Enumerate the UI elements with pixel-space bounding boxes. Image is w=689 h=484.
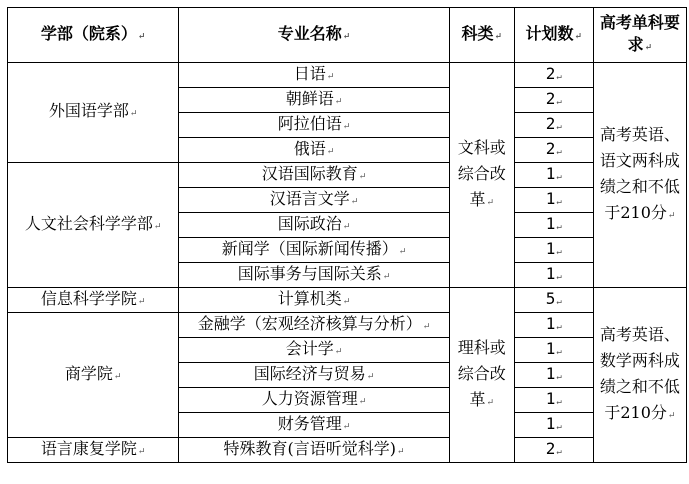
plan-cell: 2↵: [514, 113, 593, 138]
major-cell: 金融学（宏观经济核算与分析）↵: [179, 313, 450, 338]
major-cell: 日语↵: [179, 63, 450, 88]
plan-cell: 2↵: [514, 438, 593, 463]
table-row: [8, 438, 687, 463]
header-plan: 计划数↵: [514, 8, 593, 63]
header-major: 专业名称↵: [179, 8, 450, 63]
major-cell: 特殊教育(言语听觉科学)↵: [179, 438, 450, 463]
table-row: [8, 313, 687, 338]
major-cell: 阿拉伯语↵: [179, 113, 450, 138]
major-cell: 俄语↵: [179, 138, 450, 163]
plan-cell: 2↵: [514, 88, 593, 113]
table-row: [8, 63, 687, 88]
dept-cell: 人文社会科学学部↵: [8, 163, 179, 288]
major-cell: 国际政治↵: [179, 213, 450, 238]
major-cell: 财务管理↵: [179, 413, 450, 438]
header-requirement: 高考单科要求↵: [593, 8, 686, 63]
table-row: [8, 288, 687, 313]
type-cell: 文科或综合改革↵: [449, 63, 514, 288]
major-cell: 汉语言文学↵: [179, 188, 450, 213]
plan-cell: 1↵: [514, 363, 593, 388]
table-row: [8, 163, 687, 188]
header-dept: 学部（院系）↵: [8, 8, 179, 63]
major-cell: 人力资源管理↵: [179, 388, 450, 413]
major-cell: 朝鲜语↵: [179, 88, 450, 113]
dept-cell: 外国语学部↵: [8, 63, 179, 163]
plan-cell: 2↵: [514, 138, 593, 163]
major-cell: 国际事务与国际关系↵: [179, 263, 450, 288]
requirement-cell: 高考英语、语文两科成绩之和不低于210分↵: [593, 63, 686, 288]
dept-cell: 信息科学学院↵: [8, 288, 179, 313]
plan-cell: 1↵: [514, 188, 593, 213]
major-cell: 国际经济与贸易↵: [179, 363, 450, 388]
plan-cell: 5↵: [514, 288, 593, 313]
major-cell: 汉语国际教育↵: [179, 163, 450, 188]
major-cell: 计算机类↵: [179, 288, 450, 313]
table-header-row: [8, 8, 687, 63]
plan-cell: 1↵: [514, 213, 593, 238]
plan-cell: 1↵: [514, 263, 593, 288]
header-type: 科类↵: [449, 8, 514, 63]
admission-plan-table: [7, 7, 687, 463]
plan-cell: 2↵: [514, 63, 593, 88]
dept-cell: 语言康复学院↵: [8, 438, 179, 463]
major-cell: 新闻学（国际新闻传播）↵: [179, 238, 450, 263]
plan-cell: 1↵: [514, 238, 593, 263]
plan-cell: 1↵: [514, 338, 593, 363]
plan-cell: 1↵: [514, 163, 593, 188]
requirement-cell: 高考英语、数学两科成绩之和不低于210分↵: [593, 288, 686, 463]
type-cell: 理科或综合改革↵: [449, 288, 514, 463]
plan-cell: 1↵: [514, 313, 593, 338]
dept-cell: 商学院↵: [8, 313, 179, 438]
plan-cell: 1↵: [514, 413, 593, 438]
major-cell: 会计学↵: [179, 338, 450, 363]
plan-cell: 1↵: [514, 388, 593, 413]
